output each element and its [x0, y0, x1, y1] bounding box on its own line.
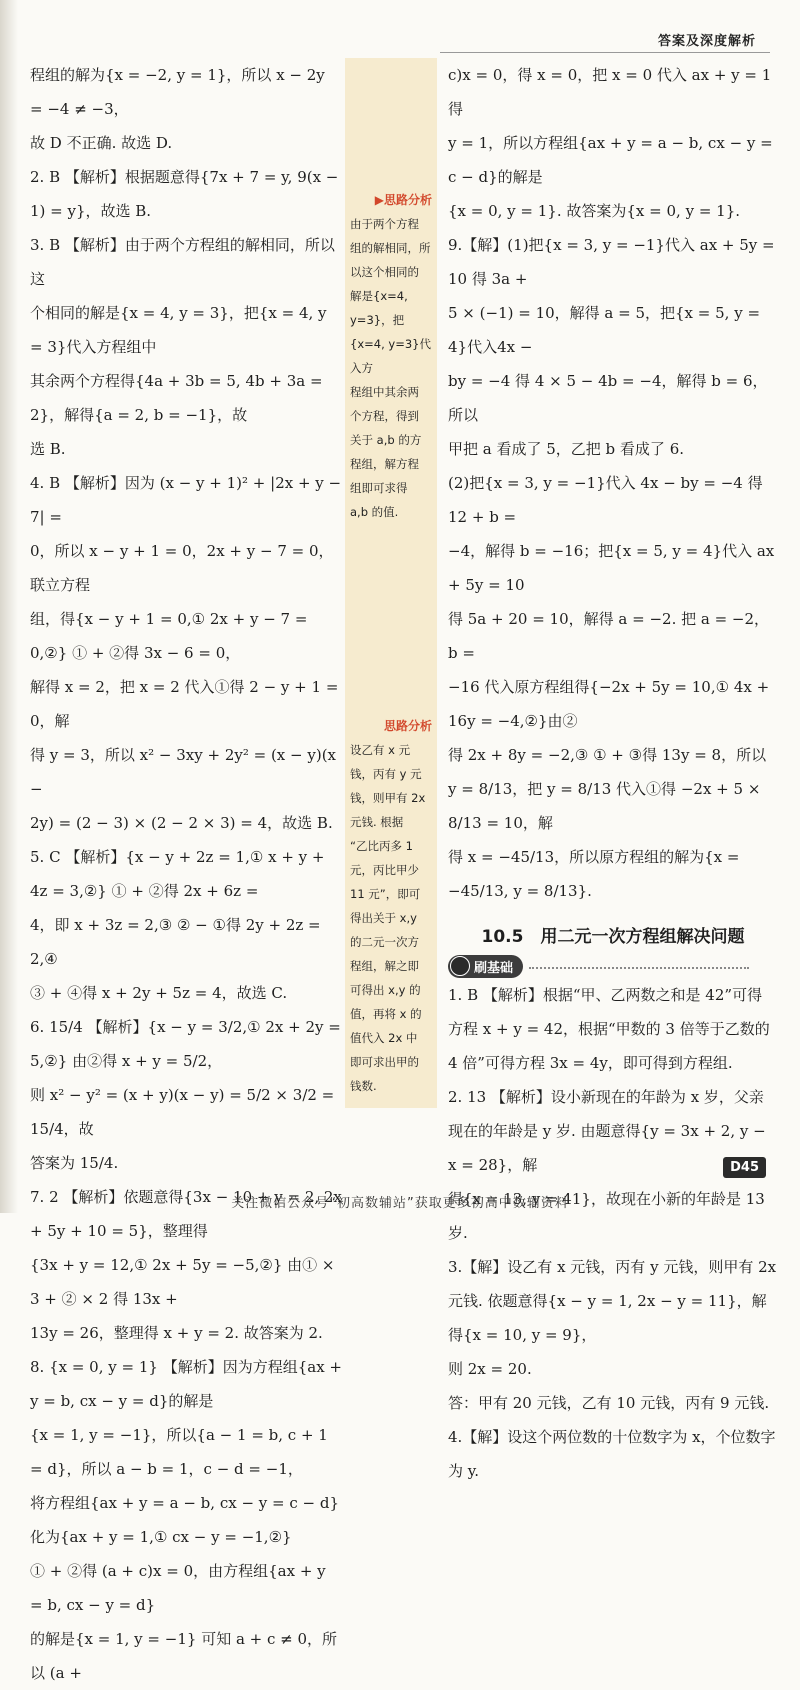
- side-note-line: 设乙有 x 元: [350, 743, 411, 757]
- left-line: 故 D 不正确. 故选 D.: [30, 134, 173, 152]
- side-note-line: 的二元一次方: [350, 935, 419, 949]
- page-spine-shadow: [0, 0, 18, 1213]
- left-line: 的解是{x = 1, y = −1} 可知 a + c ≠ 0，所以 (a +: [30, 1630, 338, 1682]
- right-line: 元钱. 依题意得{x − y = 1, 2x − y = 11}，解得{x = 10, y = 9}，: [448, 1292, 767, 1344]
- right-line: c)x = 0，得 x = 0，把 x = 0 代入 ax + y = 1 得: [448, 66, 772, 118]
- left-line: 解得 x = 2，把 x = 2 代入①得 2 − y + 1 = 0，解: [30, 678, 339, 730]
- section-title: 10.5 用二元一次方程组解决问题: [481, 927, 745, 947]
- right-line: 得{x = 13, y = 41}，故现在小新的年龄是 13 岁.: [448, 1190, 765, 1242]
- right-line: 得 x = −45/13，所以原方程组的解为{x = −45/13, y = 8/13}.: [448, 848, 740, 900]
- left-line: ③ + ④得 x + 2y + 5z = 4，故选 C.: [30, 984, 288, 1002]
- arrow-icon: ▶: [374, 193, 384, 207]
- side-note-title: ▶思路分析: [374, 193, 432, 207]
- side-note-line: 钱，则甲有 2x: [350, 791, 426, 805]
- right-line: 4 倍”可得方程 3x = 4y，即可得到方程组.: [448, 1054, 733, 1072]
- right-column: [448, 58, 778, 1488]
- left-line: 6. 15/4 【解析】{x − y = 3/2,① 2x + 2y = 5,②} 由②得 x + y = 5/2，: [30, 1018, 341, 1070]
- side-note-line: 元钱. 根据: [350, 815, 404, 829]
- left-line: 程组的解为{x = −2, y = 1}，所以 x − 2y = −4 ≠ −3，: [30, 66, 325, 118]
- side-note-line: “乙比丙多 1: [350, 839, 413, 853]
- side-note-line: 钱，丙有 y 元: [350, 767, 422, 781]
- side-note-line: 钱数.: [350, 1079, 377, 1093]
- side-note-line: 值，再将 x 的: [350, 1007, 422, 1021]
- left-line: {x = 1, y = −1}，所以{a − 1 = b, c + 1 = d}，所以 a − b = 1，c − d = −1，: [30, 1426, 328, 1478]
- left-line: 其余两个方程得{4a + 3b = 5, 4b + 3a = 2}，解得{a = 2, b = −1}，故: [30, 372, 323, 424]
- left-line: 选 B.: [30, 440, 66, 458]
- left-line: 2. B 【解析】根据题意得{7x + 7 = y, 9(x − 1) = y}，故选 B.: [30, 168, 339, 220]
- left-line: {3x + y = 12,① 2x + 5y = −5,②} 由① × 3 + ② × 2 得 13x +: [30, 1256, 335, 1308]
- side-note-line: 由于两个方程: [350, 217, 419, 231]
- side-note-line: 值代入 2x 中: [350, 1031, 418, 1045]
- right-line: 4.【解】设这个两位数的十位数字为 x，个位数字: [448, 1428, 776, 1446]
- right-line: 甲把 a 看成了 5，乙把 b 看成了 6.: [448, 440, 685, 458]
- right-line: 5 × (−1) = 10，解得 a = 5，把{x = 5, y = 4}代入4x −: [448, 304, 761, 356]
- right-line: 1. B 【解析】根据“甲、乙两数之和是 42”可得: [448, 986, 763, 1004]
- side-notes-column: [345, 58, 437, 1108]
- side-note-line: 程组，解方程: [350, 457, 419, 471]
- right-line: (2)把{x = 3, y = −1}代入 4x − by = −4 得 12 + b =: [448, 474, 763, 526]
- left-line: 8. {x = 0, y = 1} 【解析】因为方程组{ax + y = b, cx − y = d}的解是: [30, 1358, 342, 1410]
- right-line: {x = 0, y = 1}. 故答案为{x = 0, y = 1}.: [448, 202, 741, 220]
- right-line: 为 y.: [448, 1462, 480, 1480]
- right-line: y = 1，所以方程组{ax + y = a − b, cx − y = c − d}的解是: [448, 134, 773, 186]
- side-note-line: 程组中其余两: [350, 385, 419, 399]
- side-note-line: 得出关于 x,y: [350, 911, 417, 925]
- left-line: 将方程组{ax + y = a − b, cx − y = c − d}化为{ax + y = 1,① cx − y = −1,②}: [30, 1494, 340, 1546]
- right-line: 答：甲有 20 元钱，乙有 10 元钱，丙有 9 元钱.: [448, 1394, 770, 1412]
- footer-note: 关注微信公众号“初高数辅站”获取更多初高中数辅资料: [231, 1196, 569, 1211]
- right-line: 得 2x + 8y = −2,③ ① + ③得 13y = 8，所以: [448, 746, 767, 764]
- right-line: y = 8/13，把 y = 8/13 代入①得 −2x + 5 × 8/13 = 10，解: [448, 780, 761, 832]
- left-line: 13y = 26，整理得 x + y = 2. 故答案为 2.: [30, 1324, 323, 1342]
- left-line: 得 y = 3，所以 x² − 3xy + 2y² = (x − y)(x −: [30, 746, 337, 798]
- dotted-rule: [529, 967, 749, 969]
- left-column: [30, 58, 342, 1690]
- right-line: 方程 x + y = 42，根据“甲数的 3 倍等于乙数的: [448, 1020, 770, 1038]
- badge-circle-icon: [450, 956, 470, 976]
- right-line: 9.【解】(1)把{x = 3, y = −1}代入 ax + 5y = 10 得 3a +: [448, 236, 775, 288]
- side-note-line: 元，丙比甲少: [350, 863, 419, 877]
- right-line: 3.【解】设乙有 x 元钱，丙有 y 元钱，则甲有 2x: [448, 1258, 777, 1276]
- left-line: 7. 2 【解析】依题意得{3x − 10 + y = 2, 2x + 5y + 10 = 5}，整理得: [30, 1188, 342, 1240]
- basic-badge-row: [448, 955, 778, 978]
- side-note-line: 以这个相同的: [350, 265, 419, 279]
- basic-badge: 刷基础: [448, 955, 523, 978]
- side-note-line: 可得出 x,y 的: [350, 983, 421, 997]
- right-line: 现在的年龄是 y 岁. 由题意得{y = 3x + 2, y − x = 28}，解: [448, 1122, 766, 1174]
- left-line: 0，所以 x − y + 1 = 0，2x + y − 7 = 0，联立方程: [30, 542, 334, 594]
- left-line: 组，得{x − y + 1 = 0,① 2x + y − 7 = 0,②} ① + ②得 3x − 6 = 0，: [30, 610, 308, 662]
- side-note-line: 关于 a,b 的方: [350, 433, 422, 447]
- left-line: 4. B 【解析】因为 (x − y + 1)² + |2x + y − 7| =: [30, 474, 342, 526]
- side-note-line: a,b 的值.: [350, 505, 399, 519]
- right-line: −16 代入原方程组得{−2x + 5y = 10,① 4x + 16y = −4,②}由②: [448, 678, 770, 730]
- header-title: 答案及深度解析: [657, 34, 756, 49]
- left-line: 5. C 【解析】{x − y + 2z = 1,① x + y + 4z = 3,②} ① + ②得 2x + 6z =: [30, 848, 325, 900]
- header-rule: [440, 52, 770, 53]
- side-note-line: {x=4, y=3}代入方: [350, 337, 431, 375]
- side-note-line: 11 元”，即可: [350, 887, 421, 901]
- left-line: 答案为 15/4.: [30, 1154, 119, 1172]
- right-line: 得 5a + 20 = 10，解得 a = −2. 把 a = −2，b =: [448, 610, 770, 662]
- side-note-line: 组的解相同，所: [350, 241, 431, 255]
- left-line: 则 x² − y² = (x + y)(x − y) = 5/2 × 3/2 = 15/4，故: [30, 1086, 335, 1138]
- left-line: 4，即 x + 3z = 2,③ ② − ①得 2y + 2z = 2,④: [30, 916, 321, 968]
- left-line: 2y) = (2 − 3) × (2 − 2 × 3) = 4，故选 B.: [30, 814, 333, 832]
- right-line: 2. 13 【解析】设小新现在的年龄为 x 岁，父亲: [448, 1088, 764, 1106]
- left-line: 个相同的解是{x = 4, y = 3}，把{x = 4, y = 3}代入方程组中: [30, 304, 327, 356]
- right-line: −4，解得 b = −16；把{x = 5, y = 4}代入 ax + 5y = 10: [448, 542, 775, 594]
- side-note-line: 个方程，得到: [350, 409, 419, 423]
- left-line: 3. B 【解析】由于两个方程组的解相同，所以这: [30, 236, 335, 288]
- side-note-line: 程组，解之即: [350, 959, 419, 973]
- page-number: D45: [723, 1157, 766, 1178]
- left-line: ① + ②得 (a + c)x = 0，由方程组{ax + y = b, cx − y = d}: [30, 1562, 326, 1614]
- side-note-line: 即可求出甲的: [350, 1055, 419, 1069]
- side-note-line: 解是{x=4, y=3}，把: [350, 289, 408, 327]
- side-note-title: 思路分析: [383, 719, 432, 733]
- side-note-line: 组即可求得: [350, 481, 408, 495]
- right-line: by = −4 得 4 × 5 − 4b = −4，解得 b = 6，所以: [448, 372, 768, 424]
- right-line: 则 2x = 20.: [448, 1360, 532, 1378]
